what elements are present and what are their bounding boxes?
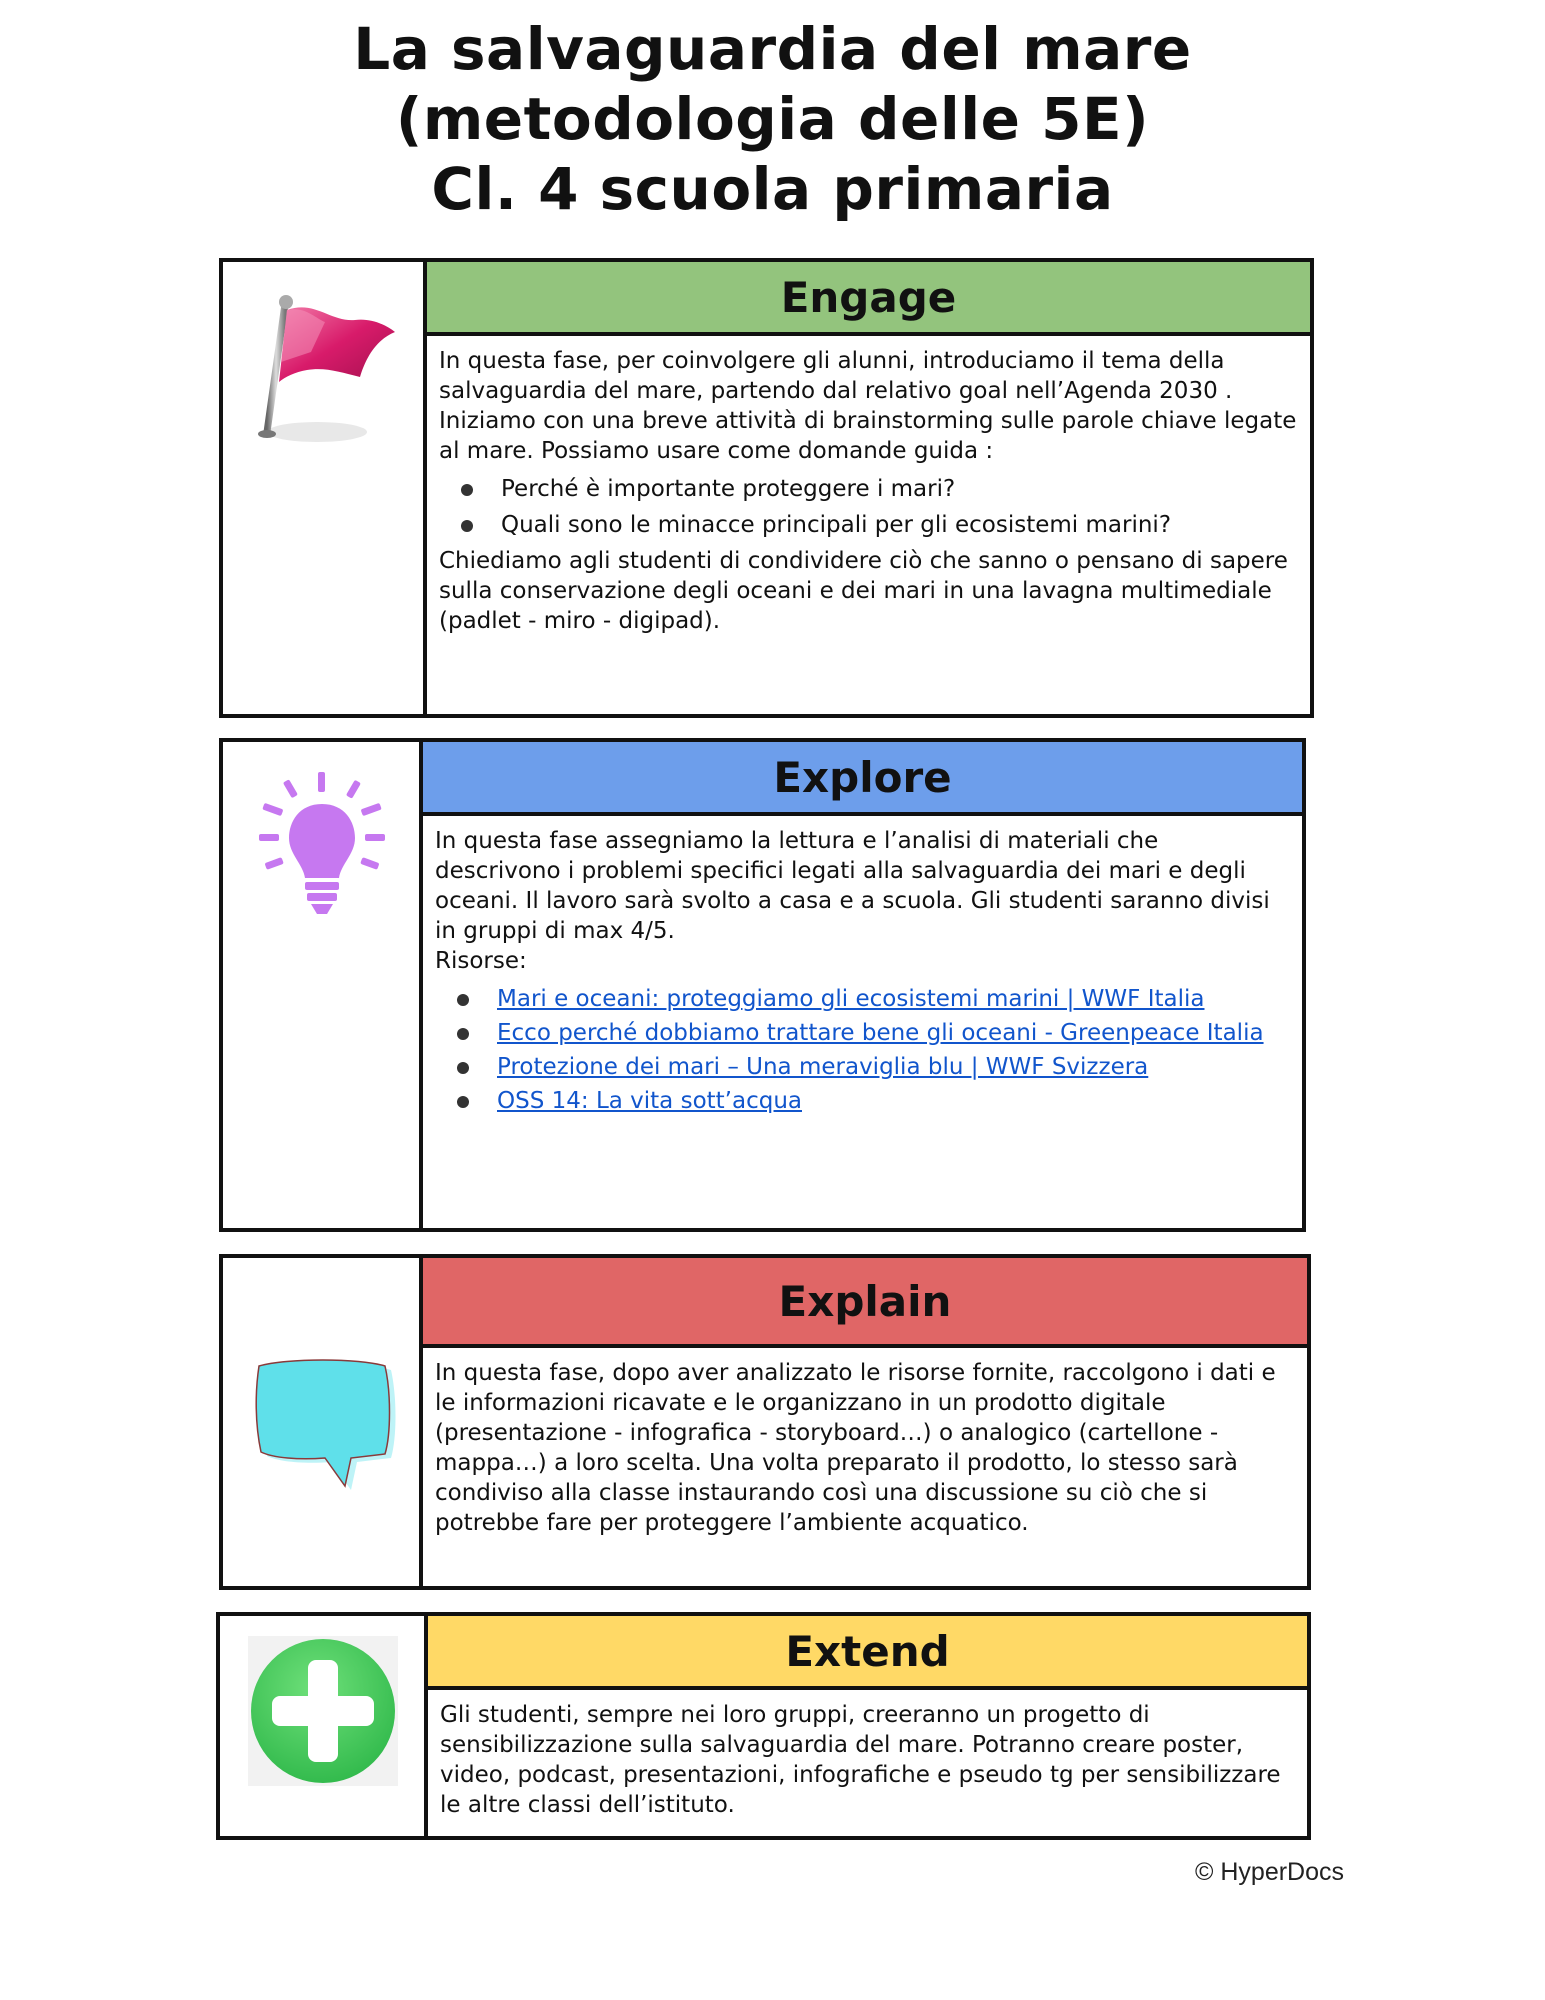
explore-body: [423, 816, 1302, 1228]
extend-icon-cell: [220, 1616, 428, 1836]
extend-body: [428, 1690, 1307, 1836]
title-line-2: (metodologia delle 5E): [395, 85, 1150, 153]
list-item: Perché è importante proteggere i mari?: [501, 474, 1298, 504]
explore-card: [219, 738, 1306, 1232]
explain-header-label: Explain: [778, 1276, 952, 1326]
title-line-3: Cl. 4 scuola primaria: [431, 155, 1114, 223]
explain-icon-cell: [223, 1258, 423, 1586]
extend-text: Gli studenti, sempre nei loro gruppi, creeranno un progetto di sensibilizzazione sulla salvaguardia del mare. Potranno creare poster, video, podcast, presentazioni, infografiche e pseudo tg per sensibilizzare le altre classi dell’istituto.: [440, 1702, 1281, 1818]
resource-link-wwf-italia[interactable]: Mari e oceani: proteggiamo gli ecosistemi marini | WWF Italia: [497, 986, 1205, 1012]
explore-intro: In questa fase assegniamo la lettura e l’analisi di materiali che descrivono i problemi specifici legati alla salvaguardia dei mari e degli oceani. Il lavoro sarà svolto a casa e a scuola. Gli studenti saranno divisi in gruppi di max 4/5.: [435, 828, 1270, 944]
explore-resources-label: Risorse:: [435, 948, 527, 974]
explain-body: [423, 1348, 1307, 1586]
page-title: [0, 14, 1545, 224]
resource-link-oss-14[interactable]: OSS 14: La vita sott’acqua: [497, 1088, 802, 1114]
engage-outro: Chiediamo agli studenti di condividere ciò che sanno o pensano di sapere sulla conservazione degli oceani e dei mari in una lavagna multimediale (padlet - miro - digipad).: [439, 548, 1288, 634]
engage-intro: In questa fase, per coinvolgere gli alunni, introduciamo il tema della salvaguardia del mare, partendo dal relativo goal nell’Agenda 2030 . Iniziamo con una breve attività di brainstorming sulle parole chiave legate al mare. Possiamo usare come domande guida :: [439, 348, 1297, 464]
explore-resource-list: [435, 984, 1290, 1116]
explore-icon-cell: [223, 742, 423, 1228]
engage-header-label: Engage: [780, 272, 957, 322]
list-item: [497, 984, 1290, 1014]
engage-card: [219, 258, 1314, 718]
speech-bubble-icon: [247, 1352, 397, 1492]
engage-body: [427, 336, 1310, 714]
explain-header: [423, 1258, 1307, 1348]
resource-link-wwf-svizzera[interactable]: Protezione dei mari – Una meraviglia blu | WWF Svizzera: [497, 1054, 1149, 1080]
engage-icon-cell: [223, 262, 427, 714]
green-plus-icon: [248, 1636, 398, 1786]
list-item: [497, 1086, 1290, 1116]
explain-text: In questa fase, dopo aver analizzato le risorse fornite, raccolgono i dati e le informazioni ricavate e le organizzano in un prodotto digitale (presentazione - infografica - storyboard…) o analogico (cartellone - mappa…) a loro scelta. Una volta preparato il prodotto, lo stesso sarà condiviso alla classe instaurando così una discussione su ciò che si potrebbe fare per proteggere l’ambiente acquatico.: [435, 1360, 1276, 1536]
list-item: Quali sono le minacce principali per gli ecosistemi marini?: [501, 510, 1298, 540]
explain-card: [219, 1254, 1311, 1590]
copyright-text: © HyperDocs: [1195, 1858, 1345, 1886]
extend-card: [216, 1612, 1311, 1840]
explore-header: [423, 742, 1302, 816]
explore-header-label: Explore: [773, 752, 952, 802]
engage-question-list: [439, 474, 1298, 540]
pink-flag-icon: [245, 282, 405, 462]
resource-link-greenpeace[interactable]: Ecco perché dobbiamo trattare bene gli oceani - Greenpeace Italia: [497, 1020, 1264, 1046]
lightbulb-icon: [257, 772, 387, 922]
engage-header: [427, 262, 1310, 336]
list-item: [497, 1052, 1290, 1082]
list-item: [497, 1018, 1290, 1048]
extend-header: [428, 1616, 1307, 1690]
title-line-1: La salvaguardia del mare: [353, 15, 1192, 83]
extend-header-label: Extend: [785, 1626, 950, 1676]
